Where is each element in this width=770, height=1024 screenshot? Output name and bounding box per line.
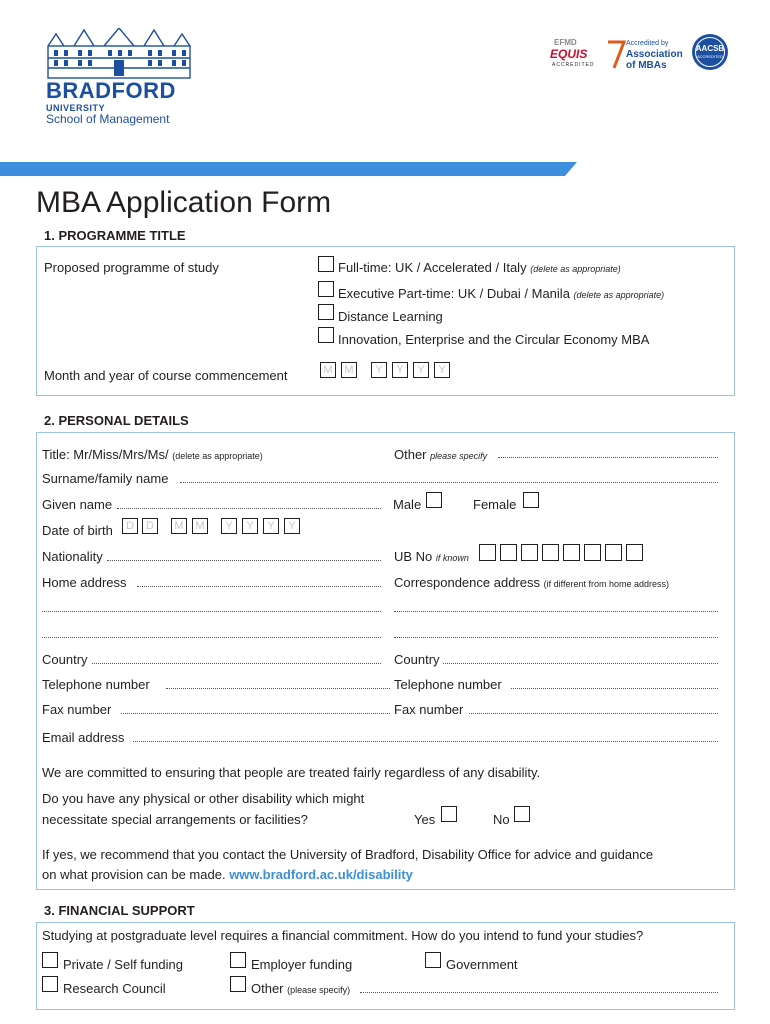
- ub-box-4[interactable]: [542, 544, 559, 561]
- section-heading-personal: 2. PERSONAL DETAILS: [44, 413, 189, 428]
- research-council-checkbox[interactable]: [42, 976, 58, 992]
- dob-year-box-3[interactable]: Y: [263, 518, 279, 534]
- commencement-year-box-2[interactable]: Y: [392, 362, 408, 378]
- section-heading-programme: 1. PROGRAMME TITLE: [44, 228, 186, 243]
- commencement-year-box-4[interactable]: Y: [434, 362, 450, 378]
- male-checkbox[interactable]: [426, 492, 442, 508]
- commencement-month-box-2[interactable]: M: [341, 362, 357, 378]
- commitment-text: We are committed to ensuring that people are treated fairly regardless of any disability.: [42, 765, 541, 780]
- commencement-year-box-3[interactable]: Y: [413, 362, 429, 378]
- commencement-year-box-1[interactable]: Y: [371, 362, 387, 378]
- disability-advice-line-2: on what provision can be made. www.bradford.ac.uk/disability: [42, 867, 413, 882]
- disability-yes-checkbox[interactable]: [441, 806, 457, 822]
- other-title-label: Other please specify: [394, 447, 488, 462]
- proposed-programme-label: Proposed programme of study: [44, 260, 219, 275]
- bradford-logo: [40, 28, 200, 132]
- female-label: Female: [473, 497, 517, 512]
- corr-address-field-1[interactable]: [394, 611, 718, 612]
- page-title: MBA Application Form: [36, 186, 332, 219]
- dob-year-box-1[interactable]: Y: [221, 518, 237, 534]
- corr-fax-field[interactable]: [469, 713, 718, 714]
- section-heading-financial: 3. FINANCIAL SUPPORT: [44, 903, 195, 918]
- corr-address-label: Correspondence address (if different from home address): [394, 575, 669, 590]
- private-funding-label: Private / Self funding: [63, 957, 183, 972]
- corr-telephone-field[interactable]: [511, 688, 718, 689]
- dob-label: Date of birth: [42, 523, 113, 538]
- logo-wordmark: BRADFORD: [46, 78, 176, 103]
- logo-school: School of Management: [46, 112, 170, 126]
- ub-box-6[interactable]: [584, 544, 601, 561]
- given-name-label: Given name: [42, 497, 113, 512]
- home-address-field-3[interactable]: [42, 637, 381, 638]
- aacsb-seal: AACSB ACCREDITED: [692, 34, 728, 70]
- corr-country-field[interactable]: [443, 663, 718, 664]
- logo-university: UNIVERSITY: [46, 103, 106, 113]
- home-telephone-label: Telephone number: [42, 677, 150, 692]
- ub-box-8[interactable]: [626, 544, 643, 561]
- home-address-field-2[interactable]: [42, 611, 381, 612]
- equis-logo: EFMD EQUIS ACCREDITED: [550, 38, 595, 68]
- government-label: Government: [446, 957, 518, 972]
- corr-country-label: Country: [394, 652, 440, 667]
- ub-box-7[interactable]: [605, 544, 622, 561]
- option-executive: Executive Part-time: UK / Dubai / Manila (delete as appropriate): [338, 286, 665, 301]
- other-funding-label: Other (please specify): [251, 981, 351, 996]
- commencement-month-box-1[interactable]: M: [320, 362, 336, 378]
- corr-telephone-label: Telephone number: [394, 677, 502, 692]
- no-label: No: [493, 812, 510, 827]
- employer-funding-checkbox[interactable]: [230, 952, 246, 968]
- title-label: Title: Mr/Miss/Mrs/Ms/ (delete as appropriate): [42, 447, 263, 462]
- other-title-field[interactable]: [498, 457, 718, 458]
- innovation-checkbox[interactable]: [318, 327, 334, 343]
- dob-year-box-4[interactable]: Y: [284, 518, 300, 534]
- home-address-label: Home address: [42, 575, 127, 590]
- disability-question-line-1: Do you have any physical or other disability which might: [42, 791, 365, 806]
- research-council-label: Research Council: [63, 981, 166, 996]
- yes-label: Yes: [414, 812, 436, 827]
- ub-box-5[interactable]: [563, 544, 580, 561]
- executive-checkbox[interactable]: [318, 281, 334, 297]
- corr-fax-label: Fax number: [394, 702, 464, 717]
- dob-month-box-2[interactable]: M: [192, 518, 208, 534]
- disability-question-line-2: necessitate special arrangements or facilities?: [42, 812, 308, 827]
- ub-box-3[interactable]: [521, 544, 538, 561]
- male-label: Male: [393, 497, 422, 512]
- option-fulltime: Full-time: UK / Accelerated / Italy (delete as appropriate): [338, 260, 621, 275]
- amba-logo: Accredited by Association of MBAs: [606, 38, 686, 72]
- nationality-field[interactable]: [107, 560, 381, 561]
- private-funding-checkbox[interactable]: [42, 952, 58, 968]
- given-name-field[interactable]: [117, 508, 381, 509]
- home-fax-field[interactable]: [121, 713, 390, 714]
- dob-day-box-2[interactable]: D: [142, 518, 158, 534]
- ub-box-2[interactable]: [500, 544, 517, 561]
- surname-field[interactable]: [180, 482, 718, 483]
- government-checkbox[interactable]: [425, 952, 441, 968]
- female-checkbox[interactable]: [523, 492, 539, 508]
- dob-day-box-1[interactable]: D: [122, 518, 138, 534]
- home-telephone-field[interactable]: [166, 688, 390, 689]
- financial-intro: Studying at postgraduate level requires a financial commitment. How do you intend to fund your studies?: [42, 928, 644, 943]
- distance-learning-checkbox[interactable]: [318, 304, 334, 320]
- building-emblem-icon: [44, 28, 194, 80]
- header-band: [0, 162, 577, 176]
- option-innovation: Innovation, Enterprise and the Circular Economy MBA: [338, 332, 650, 347]
- home-country-label: Country: [42, 652, 88, 667]
- dob-year-box-2[interactable]: Y: [242, 518, 258, 534]
- home-address-field-1[interactable]: [137, 586, 381, 587]
- surname-label: Surname/family name: [42, 471, 169, 486]
- home-fax-label: Fax number: [42, 702, 112, 717]
- email-field[interactable]: [133, 741, 718, 742]
- corr-address-field-2[interactable]: [394, 637, 718, 638]
- employer-funding-label: Employer funding: [251, 957, 353, 972]
- accreditation-logos: [540, 34, 730, 76]
- fulltime-checkbox[interactable]: [318, 256, 334, 272]
- email-label: Email address: [42, 730, 125, 745]
- dob-month-box-1[interactable]: M: [171, 518, 187, 534]
- disability-advice-line-1: If yes, we recommend that you contact the University of Bradford, Disability Office for advice and guidance: [42, 847, 654, 862]
- other-funding-field[interactable]: [360, 992, 718, 993]
- amba-mark-icon: [606, 40, 626, 70]
- home-country-field[interactable]: [92, 663, 381, 664]
- option-distance-learning: Distance Learning: [338, 309, 443, 324]
- other-funding-checkbox[interactable]: [230, 976, 246, 992]
- disability-link[interactable]: www.bradford.ac.uk/disability: [229, 867, 413, 882]
- commencement-label: Month and year of course commencement: [44, 368, 288, 383]
- disability-no-checkbox[interactable]: [514, 806, 530, 822]
- nationality-label: Nationality: [42, 549, 103, 564]
- ub-label: UB No if known: [394, 549, 469, 564]
- ub-box-1[interactable]: [479, 544, 496, 561]
